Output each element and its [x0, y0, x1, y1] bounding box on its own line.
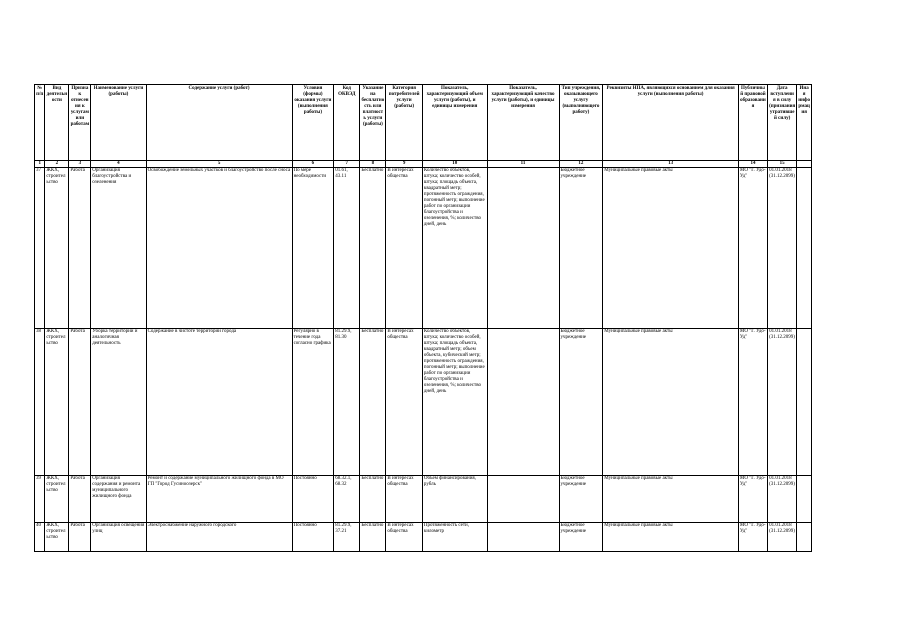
row-quality	[487, 523, 559, 552]
header-row	[35, 85, 812, 161]
header-payment: Указание на бесплатность или платность услуги (работы)	[360, 85, 386, 161]
row-institution-type: Бюджетное учреждение	[559, 476, 603, 523]
row-category: В интересах общества	[386, 476, 423, 523]
column-number: 6	[292, 161, 334, 168]
row-sign: Работа	[69, 476, 91, 523]
row-number: 37	[35, 168, 45, 329]
column-number: 3	[69, 161, 91, 168]
row-activity: ЖКХ, строительство	[45, 168, 69, 329]
row-public-entity: МО "Г. Удо-Уд"	[738, 523, 767, 552]
row-okved: 81.29.9, 81.30	[334, 329, 360, 476]
header-activity: Вид деятельности	[45, 85, 69, 161]
column-number-empty	[797, 161, 812, 168]
header-institution-type: Тип учреждения, оказывающего услугу (выполняющего работу)	[559, 85, 603, 161]
row-name: Организация содержания и ремонта муниципального жилищного фонда	[91, 476, 146, 523]
row-okved: 68.32.1, 68.32	[334, 476, 360, 523]
header-content: Содержание услуги (работ)	[146, 85, 292, 161]
row-institution-type: Бюджетное учреждение	[559, 168, 603, 329]
row-content: Содержание в чистоте территории города	[146, 329, 292, 476]
row-category: В интересах общества	[386, 168, 423, 329]
row-content: Электроснабжение наружного городского	[146, 523, 292, 552]
row-public-entity: МО "Г. Удо-Уд"	[738, 168, 767, 329]
row-content: Освобождение земельных участков и благоустройство после сноса	[146, 168, 292, 329]
row-other	[797, 476, 812, 523]
header-sign: Признак отнесения к услугам или работам	[69, 85, 91, 161]
header-okved: Код ОКВЭД	[334, 85, 360, 161]
header-public-entity: Публичный правовой образования	[738, 85, 767, 161]
column-number: 13	[603, 161, 739, 168]
row-payment: Бесплатно	[360, 329, 386, 476]
row-sign: Работа	[69, 168, 91, 329]
header-npa: Реквизиты НПА, являющихся основанием для оказания услуги (выполнения работы)	[603, 85, 739, 161]
row-conditions: Постоянно	[292, 523, 334, 552]
row-npa: Муниципальные правовые акты	[603, 476, 739, 523]
table-row	[35, 476, 812, 523]
row-other	[797, 523, 812, 552]
table-row	[35, 168, 812, 329]
row-volume: Протяженность сети, километр	[422, 523, 487, 552]
column-number: 10	[422, 161, 487, 168]
row-volume: Количество объектов, штука; количество особей, штука; площадь объекта, квадратный метр; протяженность ограждения, погонный метр; выполнение работ по организации благоустройства и озеленения, %; количество дней, день	[422, 168, 487, 329]
column-number: 11	[487, 161, 559, 168]
row-category: В интересах общества	[386, 523, 423, 552]
column-number: 2	[45, 161, 69, 168]
header-category: Категория потребителей услуги (работы)	[386, 85, 423, 161]
row-date: 01.01.2018 (31.12.2099)	[768, 523, 797, 552]
row-institution-type: Бюджетное учреждение	[559, 523, 603, 552]
column-number: 7	[334, 161, 360, 168]
row-date: 01.01.2018 (31.12.2099)	[768, 329, 797, 476]
row-npa: Муниципальные правовые акты	[603, 168, 739, 329]
row-volume: Объем финансирования, рубль	[422, 476, 487, 523]
header-quality: Показатель, характеризующий качество услуги (работы), и единицы измерения	[487, 85, 559, 161]
header-name: Наименование услуги (работы)	[91, 85, 146, 161]
row-activity: ЖКХ, строительство	[45, 329, 69, 476]
column-number: 4	[91, 161, 146, 168]
table-row	[35, 329, 812, 476]
column-number-row	[35, 161, 812, 168]
row-name: Организация освещения улиц	[91, 523, 146, 552]
row-okved: 01.61, 43.11	[334, 168, 360, 329]
row-institution-type: Бюджетное учреждение	[559, 329, 603, 476]
row-payment: Бесплатно	[360, 168, 386, 329]
row-quality	[487, 329, 559, 476]
row-category: В интересах общества	[386, 329, 423, 476]
column-number: 14	[738, 161, 767, 168]
row-payment: Бесплатно	[360, 523, 386, 552]
row-public-entity: МО "Г. Удо-Уд"	[738, 329, 767, 476]
row-number: 39	[35, 476, 45, 523]
column-number: 15	[768, 161, 797, 168]
column-number: 12	[559, 161, 603, 168]
row-number: 38	[35, 329, 45, 476]
header-other: Иная информация	[797, 85, 812, 161]
row-sign: Работа	[69, 523, 91, 552]
row-quality	[487, 476, 559, 523]
row-other	[797, 168, 812, 329]
column-number: 5	[146, 161, 292, 168]
row-volume: Количество объектов, штука; количество особей, штука; площадь объекта, квадратный метр; объем объекта, кубический метр; протяженность ограждения, погонный метр; выполнение работ по организации благоустройства и озеленения, %; количество дней, день	[422, 329, 487, 476]
header-number: № п/п	[35, 85, 45, 161]
row-date: 01.01.2018 (31.12.2099)	[768, 476, 797, 523]
header-volume: Показатель, характеризующий объем услуги (работы), и единицы измерения	[422, 85, 487, 161]
row-public-entity: МО "Г. Удо-Уд"	[738, 476, 767, 523]
row-conditions: По мере необходимости	[292, 168, 334, 329]
row-date: 01.01.2018 (31.12.2099)	[768, 168, 797, 329]
header-date: Дата вступления в силу (признания утратившей силу)	[768, 85, 797, 161]
row-okved: 81.29.9, 37.21	[334, 523, 360, 552]
row-activity: ЖКХ, строительство	[45, 476, 69, 523]
row-activity: ЖКХ, строительство	[45, 523, 69, 552]
row-sign: Работа	[69, 329, 91, 476]
column-number: 1	[35, 161, 45, 168]
services-register-table	[34, 84, 812, 552]
row-name: Уборка территории и аналогичная деятельность	[91, 329, 146, 476]
row-content: Ремонт и содержание муниципального жилищного фонда в МО ГП "Город Гусиноозерск"	[146, 476, 292, 523]
row-npa: Муниципальные правовые акты	[603, 329, 739, 476]
header-conditions: Условия (формы) оказания услуги (выполнения работы)	[292, 85, 334, 161]
row-other	[797, 329, 812, 476]
row-conditions: Регулярно в течение года согласно графика	[292, 329, 334, 476]
row-npa: Муниципальные правовые акты	[603, 523, 739, 552]
row-name: Организация благоустройства и озеленения	[91, 168, 146, 329]
row-payment: Бесплатно	[360, 476, 386, 523]
row-number: 40	[35, 523, 45, 552]
column-number: 8	[360, 161, 386, 168]
column-number: 9	[386, 161, 423, 168]
row-conditions: Постоянно	[292, 476, 334, 523]
table-row	[35, 523, 812, 552]
row-quality	[487, 168, 559, 329]
